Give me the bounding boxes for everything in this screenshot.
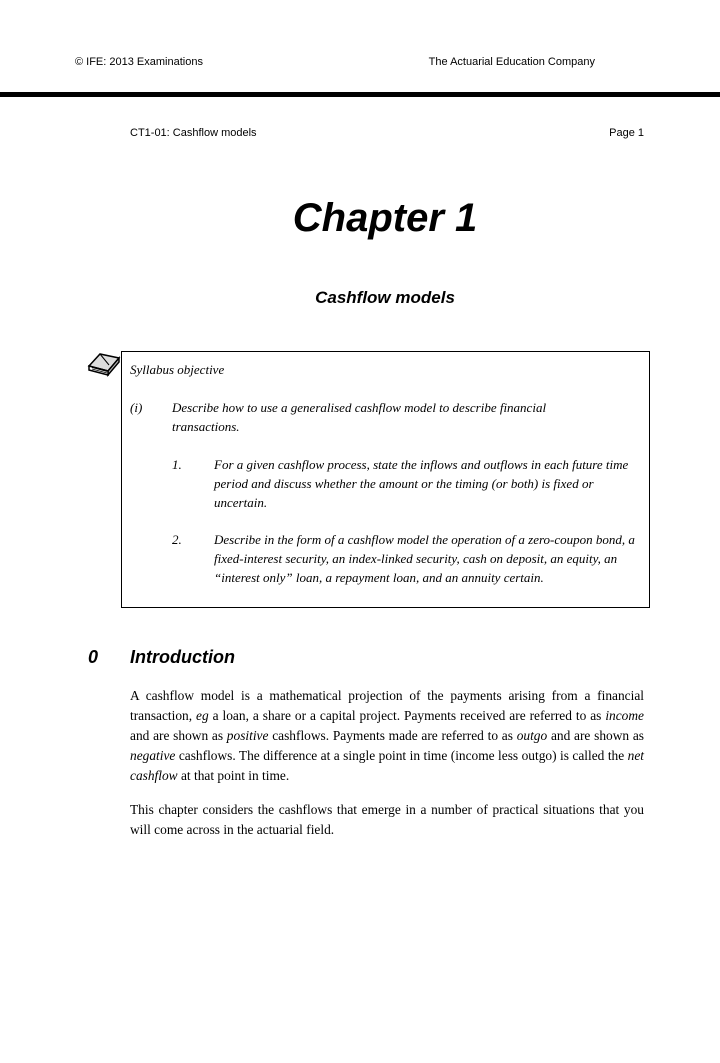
text-run: and are shown as: [130, 728, 227, 743]
objective-text: Describe how to use a generalised cashflow model to describe financial transactions.: [172, 400, 547, 434]
page-header-chapter: CT1-01: Cashflow models: [130, 127, 257, 139]
objective-item-number: 1.: [172, 457, 182, 472]
text-run: A cashflow model is a mathematical projection of the payments arising from a financial transaction,: [130, 688, 644, 723]
text-run: cashflows. The difference at a single point in time (income less outgo) is called the: [175, 748, 628, 763]
page-number: Page 1: [609, 127, 644, 139]
objective-number: (i): [130, 400, 143, 415]
section-title: Introduction: [130, 647, 235, 667]
book-icon: [86, 348, 122, 378]
text-run: at that point in time.: [177, 768, 290, 783]
syllabus-objective-box: [121, 351, 650, 608]
emphasis-outgo: outgo: [516, 728, 548, 743]
syllabus-heading: Syllabus objective: [130, 362, 225, 377]
section-number: 0: [88, 647, 99, 667]
emphasis-net-cashflow: net cashflow: [130, 748, 644, 783]
text-run: and are shown as: [547, 728, 644, 743]
chapter-title: Chapter 1: [292, 196, 478, 240]
header-company: The Actuarial Education Company: [428, 56, 595, 68]
chapter-scope-paragraph: This chapter considers the cashflows that emerge in a number of practical situations that you will come across in the actuarial field.: [130, 802, 644, 837]
text-run: a loan, a share or a capital project. Payments received are referred to as: [208, 708, 606, 723]
running-header: [75, 56, 595, 68]
emphasis-eg: eg: [196, 708, 209, 723]
intro-paragraph: [130, 686, 644, 786]
header-rule: [0, 92, 720, 97]
objective-item-number: 2.: [172, 532, 182, 547]
emphasis-income: income: [605, 708, 644, 723]
emphasis-negative: negative: [130, 748, 176, 763]
emphasis-positive: positive: [226, 728, 269, 743]
header-copyright: © IFE: 2013 Examinations: [75, 56, 203, 68]
chapter-subtitle: Cashflow models: [315, 288, 455, 307]
text-run: cashflows. Payments made are referred to as: [268, 728, 517, 743]
objective-item-text: Describe in the form of a cashflow model the operation of a zero-coupon bond, a fixed-interest security, an index-linked security, cash on deposit, an equity, an “interest only” loan, a repayment loan, and an annuity certain.: [214, 532, 635, 585]
page-header: [130, 127, 644, 139]
objective-item-text: For a given cashflow process, state the inflows and outflows in each future time period and discuss whether the amount or the timing (or both) is fixed or uncertain.: [214, 457, 629, 510]
